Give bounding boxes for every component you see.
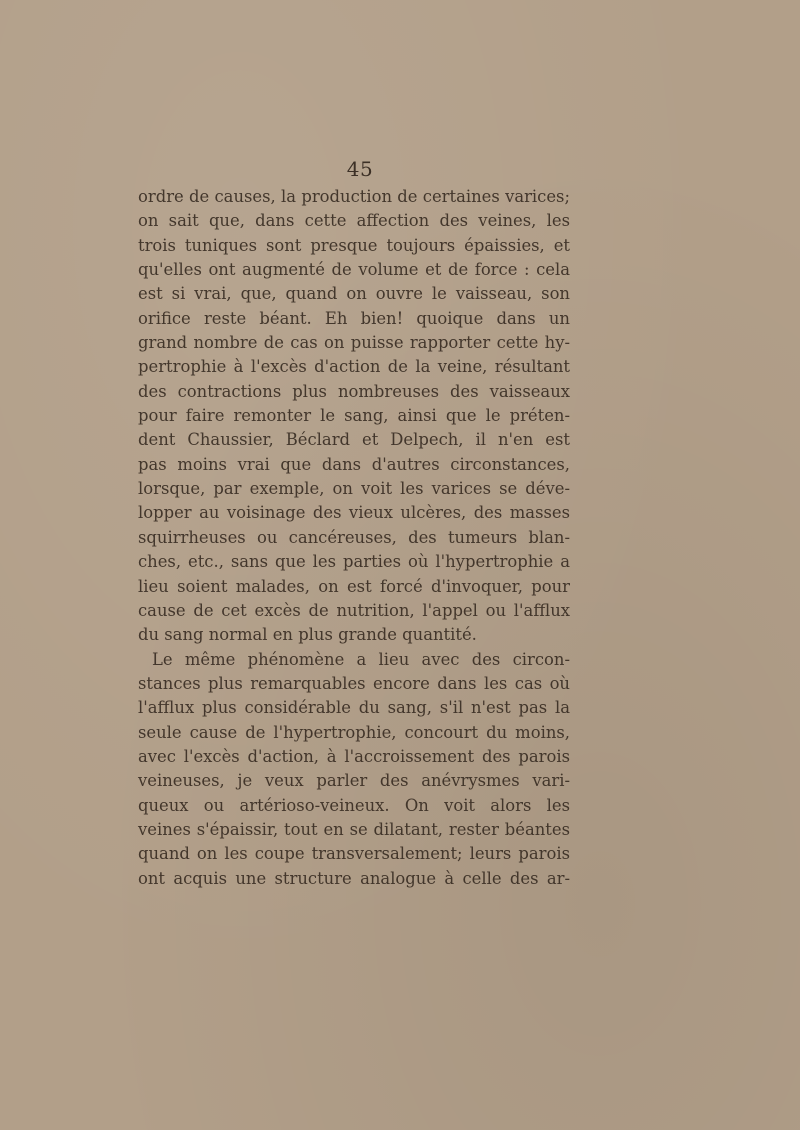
text-line: ordre de causes, la production de certaines varices; [138,187,570,206]
text-line: quand on les coupe transversalement; leurs parois [138,844,570,864]
text-line: dent Chaussier, Béclard et Delpech, il n'en est [138,430,570,450]
text-line: lorsque, par exemple, on voit les varices se déve- [138,479,570,499]
text-line: grand nombre de cas on puisse rapporter cette hy- [138,333,570,353]
text-line: veines s'épaissir, tout en se dilatant, rester béantes [138,819,570,839]
text-line: qu'elles ont augmenté de volume et de force : cela [138,260,570,280]
text-line: ches, etc., sans que les parties où l'hypertrophie a [138,552,570,572]
text-line: lopper au voisinage des vieux ulcères, des masses [138,503,570,523]
text-line: pour faire remonter le sang, ainsi que le préten- [138,406,570,426]
text-line: cause de cet excès de nutrition, l'appel ou l'afflux [138,600,570,620]
text-line: pas moins vrai que dans d'autres circonstances, [138,454,570,474]
text-line: trois tuniques sont presque toujours épaissies, et [138,235,570,255]
text-line: on sait que, dans cette affection des veines, les [138,211,570,231]
text-line: avec l'excès d'action, à l'accroissement des parois [138,746,570,766]
text-line: orifice reste béant. Eh bien! quoique dans un [138,308,570,328]
text-line: seule cause de l'hypertrophie, concourt du moins, [138,722,570,742]
text-line: est si vrai, que, quand on ouvre le vaisseau, son [138,284,570,304]
text-line: des contractions plus nombreuses des vaisseaux [138,381,570,401]
text-line: veineuses, je veux parler des anévrysmes vari- [138,771,570,791]
page-number: 45 [346,157,374,181]
text-line: pertrophie à l'excès d'action de la veine, résultant [138,357,570,377]
text-line: lieu soient malades, on est forcé d'invoquer, pour [138,576,570,596]
text-line: Le même phénomène a lieu avec des circon- [152,649,570,669]
body-text [138,185,570,891]
text-line: queux ou artérioso-veineux. On voit alors les [138,795,570,815]
text-line: squirrheuses ou cancéreuses, des tumeurs blan- [138,527,570,547]
text-line: du sang normal en plus grande quantité. [138,625,477,645]
text-line: stances plus remarquables encore dans les cas où [138,673,570,693]
text-line: l'afflux plus considérable du sang, s'il n'est pas la [138,698,570,718]
text-line: ont acquis une structure analogue à celle des ar- [138,868,570,888]
